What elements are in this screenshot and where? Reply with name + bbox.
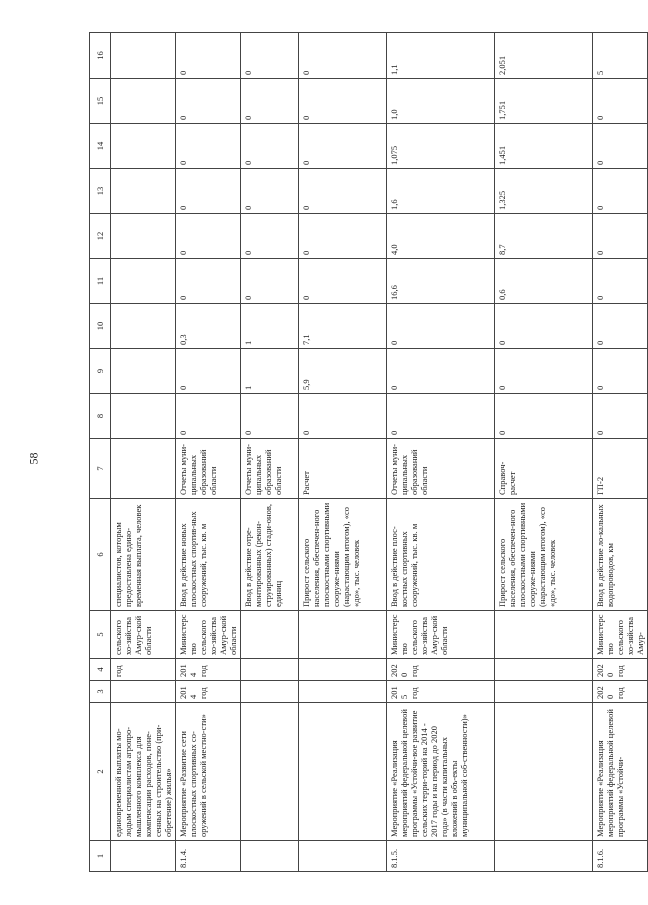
column-header-10: 10 (90, 304, 111, 349)
value-cell: 1,751 (495, 79, 593, 124)
end-year-cell: 2014 год (176, 659, 241, 681)
value-cell (111, 169, 176, 214)
value-cell: 0 (299, 394, 387, 439)
start-year-cell: 2014 год (176, 681, 241, 703)
value-cell (111, 124, 176, 169)
table-row (495, 33, 593, 872)
column-header-8: 8 (90, 394, 111, 439)
value-cell: 0 (593, 169, 648, 214)
value-cell: 0,6 (495, 259, 593, 304)
value-cell: 2,051 (495, 33, 593, 79)
start-year-cell (111, 681, 176, 703)
value-cell: 16,6 (387, 259, 495, 304)
value-cell: 1,0 (387, 79, 495, 124)
value-cell: 0 (299, 214, 387, 259)
source-cell: ГП-2 (593, 439, 648, 499)
indicator-cell: специалистов, которым предоставлена едино-временная выплата, человек (111, 499, 176, 611)
value-cell: 0 (299, 124, 387, 169)
indicator-cell: Ввод в действие отре-монтированных (рекон-струированных) стади-онов, единиц (241, 499, 299, 611)
end-year-cell: 2020 год (387, 659, 495, 681)
executor-cell (241, 611, 299, 659)
measure-name-cell: Мероприятие «Реализация мероприятий федеральной целевой программы «Устойчи- (593, 703, 648, 841)
value-cell (111, 259, 176, 304)
value-cell: 0,3 (176, 304, 241, 349)
value-cell: 1,075 (387, 124, 495, 169)
value-cell: 0 (176, 259, 241, 304)
value-cell: 0 (176, 169, 241, 214)
source-cell: Расчет (299, 439, 387, 499)
value-cell (111, 33, 176, 79)
value-cell: 0 (176, 33, 241, 79)
column-header-11: 11 (90, 259, 111, 304)
value-cell: 0 (387, 349, 495, 394)
source-cell: Отчеты муни-ципальных образований области (387, 439, 495, 499)
value-cell: 0 (495, 349, 593, 394)
executor-cell: Министерство сельского хо-зяйства Амур-ской области (387, 611, 495, 659)
column-header-9: 9 (90, 349, 111, 394)
value-cell: 0 (299, 259, 387, 304)
value-cell: 1 (241, 304, 299, 349)
start-year-cell (495, 681, 593, 703)
value-cell: 1,451 (495, 124, 593, 169)
row-number-cell: 8.1.6. (593, 841, 648, 872)
measure-name-cell: Мероприятие «Развитие сети плоскостных спортивных со-оружений в сельской местно-сти» (176, 703, 241, 841)
value-cell: 5 (593, 33, 648, 79)
column-header-4: 4 (90, 659, 111, 681)
value-cell: 0 (495, 394, 593, 439)
value-cell: 0 (593, 79, 648, 124)
value-cell: 0 (241, 169, 299, 214)
start-year-cell: 2015 год (387, 681, 495, 703)
end-year-cell (241, 659, 299, 681)
value-cell: 0 (593, 214, 648, 259)
value-cell: 1 (241, 349, 299, 394)
value-cell: 0 (241, 214, 299, 259)
start-year-cell (299, 681, 387, 703)
table-row (241, 33, 299, 872)
indicator-cell: Ввод в действие новых плоскостных спортив-ных сооружений, тыс. кв. м (176, 499, 241, 611)
table-body (90, 33, 648, 872)
indicator-table (89, 32, 648, 872)
column-header-3: 3 (90, 681, 111, 703)
table-row (176, 33, 241, 872)
value-cell: 0 (299, 169, 387, 214)
source-cell (111, 439, 176, 499)
executor-cell: Министерство сельского хо-зяйства Амур-ской области (176, 611, 241, 659)
value-cell: 0 (593, 304, 648, 349)
start-year-cell: 2020 год (593, 681, 648, 703)
page-number: 58 (26, 452, 41, 465)
value-cell (111, 304, 176, 349)
row-number-cell (241, 841, 299, 872)
value-cell: 0 (241, 33, 299, 79)
executor-cell (495, 611, 593, 659)
column-header-5: 5 (90, 611, 111, 659)
row-number-cell (111, 841, 176, 872)
value-cell: 0 (593, 124, 648, 169)
value-cell: 7,1 (299, 304, 387, 349)
value-cell: 0 (387, 394, 495, 439)
column-header-1: 1 (90, 841, 111, 872)
row-number-cell (495, 841, 593, 872)
table-row (387, 33, 495, 872)
end-year-cell: 2020 год (593, 659, 648, 681)
column-header-13: 13 (90, 169, 111, 214)
row-number-cell (299, 841, 387, 872)
value-cell: 1,6 (387, 169, 495, 214)
measure-name-cell: единовременной выплаты мо-лодым специалистам агропро-мышленного комплекса для компенсации расходов, поне-сенных на строительство (при-обретение) жилья» (111, 703, 176, 841)
value-cell: 1,325 (495, 169, 593, 214)
value-cell: 0 (299, 33, 387, 79)
table-row (593, 33, 648, 872)
source-cell: Справоч-расчет (495, 439, 593, 499)
indicator-cell: Ввод в действие плос-костных спортивных сооружений, тыс. кв. м (387, 499, 495, 611)
value-cell: 0 (593, 349, 648, 394)
start-year-cell (241, 681, 299, 703)
value-cell: 0 (593, 394, 648, 439)
end-year-cell (299, 659, 387, 681)
value-cell: 0 (176, 124, 241, 169)
measure-name-cell (495, 703, 593, 841)
measure-name-cell: Мероприятие «Реализация мероприятий федеральной целевой программы «Устойчи-вое развитие сельских терри-торий на 2014 - 2017 годы и на период до 2020 года» (в части капитальных вложений в объ-екты муниципальной соб-ственности)» (387, 703, 495, 841)
table-row (111, 33, 176, 872)
value-cell: 5,9 (299, 349, 387, 394)
value-cell: 4,0 (387, 214, 495, 259)
value-cell: 1,1 (387, 33, 495, 79)
value-cell: 0 (241, 79, 299, 124)
end-year-cell (495, 659, 593, 681)
value-cell: 0 (241, 394, 299, 439)
value-cell (111, 394, 176, 439)
value-cell (111, 349, 176, 394)
indicator-cell: Ввод в действие ло-кальных водопроводов, км (593, 499, 648, 611)
indicator-cell: Прирост сельского населения, обеспечен-ного плоскостными спортивными сооруже-ниями (нарастающим итогом), «со «до», тыс. человек (495, 499, 593, 611)
value-cell: 8,7 (495, 214, 593, 259)
source-cell: Отчеты муни-ципальных образований области (241, 439, 299, 499)
value-cell: 0 (176, 79, 241, 124)
indicator-cell: Прирост сельского населения, обеспечен-ного плоскостными спортивными сооруже-ниями (нарастающим итогом), «со «до», тыс. человек (299, 499, 387, 611)
value-cell: 0 (241, 124, 299, 169)
value-cell (111, 79, 176, 124)
value-cell: 0 (176, 214, 241, 259)
executor-cell (299, 611, 387, 659)
header-row (90, 33, 111, 872)
measure-name-cell (241, 703, 299, 841)
column-header-15: 15 (90, 79, 111, 124)
column-header-14: 14 (90, 124, 111, 169)
source-cell: Отчеты муни-ципальных образований области (176, 439, 241, 499)
table-row (299, 33, 387, 872)
rotated-table-wrapper (89, 32, 646, 872)
value-cell: 0 (176, 349, 241, 394)
column-header-12: 12 (90, 214, 111, 259)
value-cell: 0 (241, 259, 299, 304)
column-header-2: 2 (90, 703, 111, 841)
row-number-cell: 8.1.4. (176, 841, 241, 872)
value-cell: 0 (387, 304, 495, 349)
row-number-cell: 8.1.5. (387, 841, 495, 872)
executor-cell: сельского хо-зяйства Амур-ской области (111, 611, 176, 659)
column-header-6: 6 (90, 499, 111, 611)
value-cell: 0 (593, 259, 648, 304)
end-year-cell: год (111, 659, 176, 681)
measure-name-cell (299, 703, 387, 841)
value-cell: 0 (299, 79, 387, 124)
executor-cell: Министерство сельского хо-зяйства Амур- (593, 611, 648, 659)
value-cell: 0 (495, 304, 593, 349)
value-cell (111, 214, 176, 259)
value-cell: 0 (176, 394, 241, 439)
column-header-7: 7 (90, 439, 111, 499)
column-header-16: 16 (90, 33, 111, 79)
